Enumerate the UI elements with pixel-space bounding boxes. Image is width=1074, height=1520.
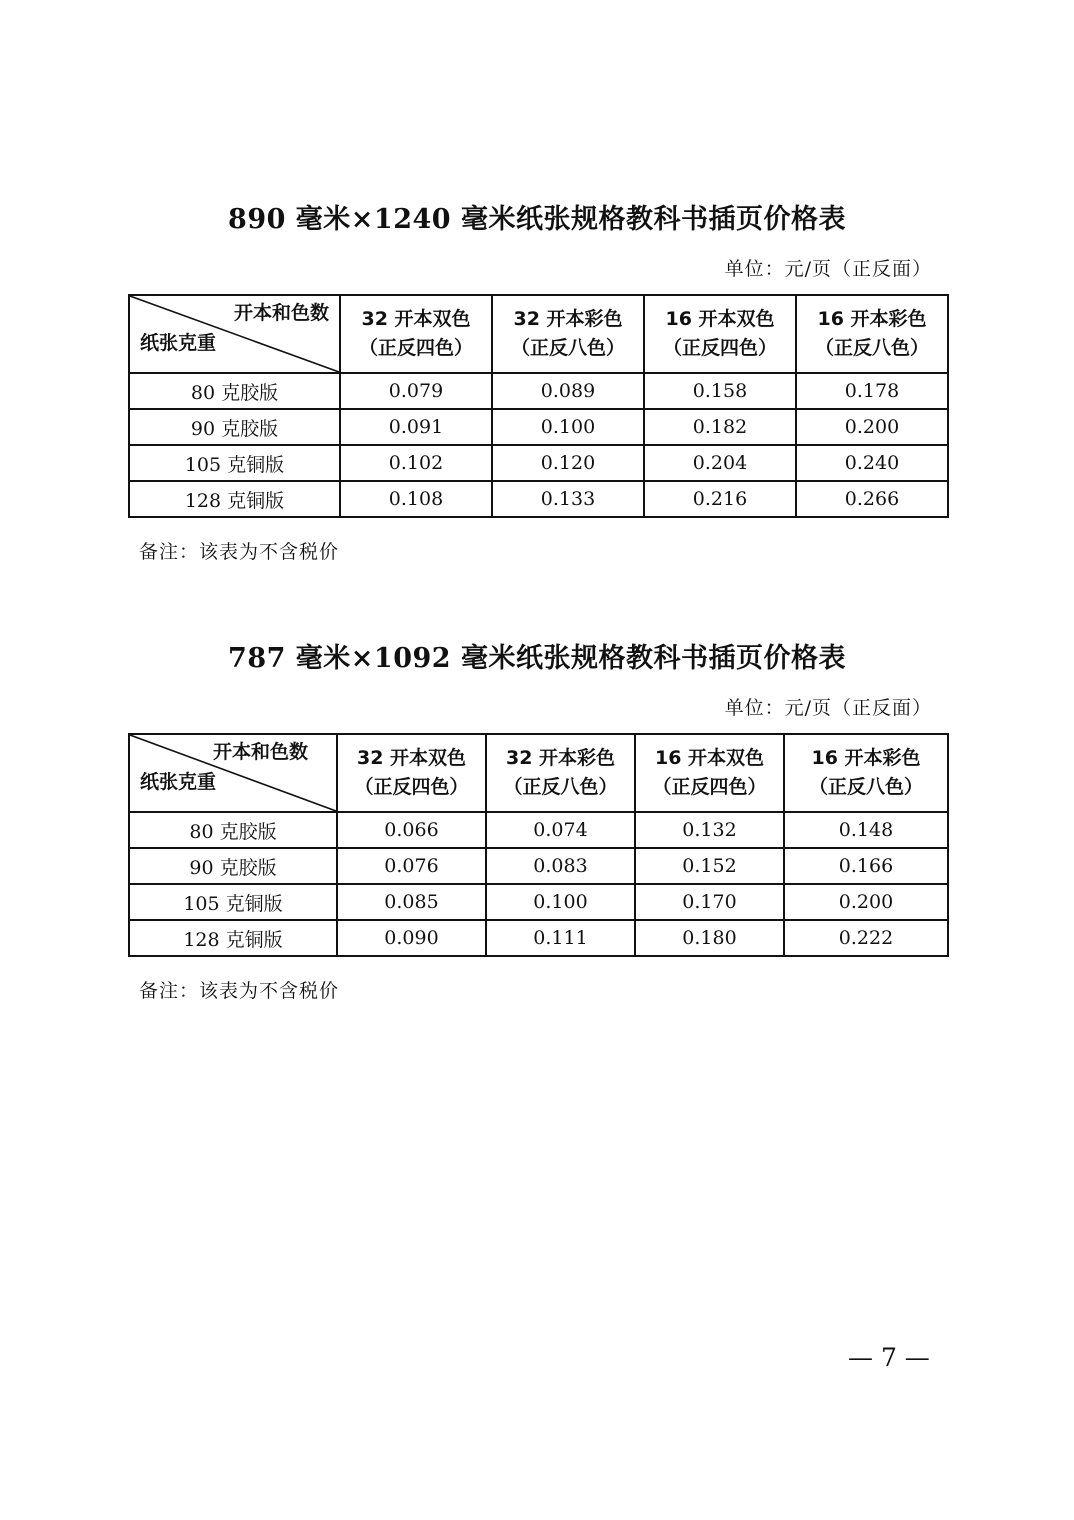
column-header-colors: （正反四色） — [652, 776, 767, 798]
table-title: 787 毫米×1092 毫米纸张规格教科书插页价格表 — [228, 643, 846, 674]
price-cell: 0.182 — [644, 409, 796, 445]
price-cell: 0.170 — [635, 884, 784, 920]
row-label: 90 克胶版 — [129, 409, 340, 445]
price-cell: 0.089 — [492, 373, 644, 409]
price-cell: 0.200 — [796, 409, 948, 445]
column-header — [644, 295, 796, 373]
column-header-colors: （正反四色） — [662, 337, 777, 359]
price-cell: 0.266 — [796, 481, 948, 517]
price-cell: 0.158 — [644, 373, 796, 409]
price-cell: 0.079 — [340, 373, 492, 409]
column-header — [492, 295, 644, 373]
column-header — [340, 295, 492, 373]
price-cell: 0.074 — [486, 812, 635, 848]
price-cell: 0.100 — [492, 409, 644, 445]
row-label: 90 克胶版 — [129, 848, 337, 884]
table-title: 890 毫米×1240 毫米纸张规格教科书插页价格表 — [228, 204, 846, 235]
column-header-colors: （正反八色） — [808, 776, 923, 798]
column-header-colors: （正反四色） — [354, 776, 469, 798]
price-cell: 0.102 — [340, 445, 492, 481]
column-header — [796, 295, 948, 373]
price-cell: 0.222 — [784, 920, 948, 956]
price-cell: 0.133 — [492, 481, 644, 517]
row-label: 128 克铜版 — [129, 920, 337, 956]
corner-label-format: 开本和色数 — [233, 302, 329, 324]
column-header-format: 32 开本双色 — [356, 747, 467, 769]
table-row — [129, 445, 948, 481]
price-cell: 0.083 — [486, 848, 635, 884]
column-header-format: 16 开本双色 — [654, 747, 765, 769]
column-header-format: 16 开本彩色 — [811, 747, 921, 769]
remark-note: 备注：该表为不含税价 — [139, 541, 340, 563]
column-header-colors: （正反八色） — [510, 337, 625, 359]
price-cell: 0.204 — [644, 445, 796, 481]
row-label: 80 克胶版 — [129, 812, 337, 848]
price-cell: 0.148 — [784, 812, 948, 848]
price-cell: 0.091 — [340, 409, 492, 445]
price-cell: 0.100 — [486, 884, 635, 920]
table-header-row — [129, 734, 948, 812]
row-label: 128 克铜版 — [129, 481, 340, 517]
price-table — [128, 733, 949, 957]
table-row — [129, 812, 948, 848]
column-header-colors: （正反八色） — [503, 776, 618, 798]
price-cell: 0.132 — [635, 812, 784, 848]
table-row — [129, 920, 948, 956]
corner-label-paper-weight: 纸张克重 — [140, 332, 217, 354]
table-row — [129, 373, 948, 409]
price-cell: 0.178 — [796, 373, 948, 409]
row-label: 105 克铜版 — [129, 884, 337, 920]
price-cell: 0.200 — [784, 884, 948, 920]
price-cell: 0.152 — [635, 848, 784, 884]
price-cell: 0.240 — [796, 445, 948, 481]
column-header — [784, 734, 948, 812]
column-header-format: 16 开本双色 — [665, 308, 775, 330]
price-cell: 0.085 — [337, 884, 486, 920]
row-label: 105 克铜版 — [129, 445, 340, 481]
price-cell: 0.216 — [644, 481, 796, 517]
column-header-format: 32 开本彩色 — [513, 308, 623, 330]
price-cell: 0.120 — [492, 445, 644, 481]
price-cell: 0.076 — [337, 848, 486, 884]
table-row — [129, 481, 948, 517]
price-cell: 0.166 — [784, 848, 948, 884]
price-cell: 0.090 — [337, 920, 486, 956]
row-label: 80 克胶版 — [129, 373, 340, 409]
remark-note: 备注：该表为不含税价 — [139, 980, 340, 1002]
column-header — [486, 734, 635, 812]
table-row — [129, 884, 948, 920]
corner-header-cell — [129, 734, 337, 812]
unit-note: 单位：元/页（正反面） — [724, 697, 932, 719]
column-header-colors: （正反四色） — [358, 337, 473, 359]
price-cell: 0.066 — [337, 812, 486, 848]
corner-header-cell — [129, 295, 340, 373]
price-cell: 0.108 — [340, 481, 492, 517]
corner-label-format: 开本和色数 — [212, 741, 308, 763]
column-header-format: 16 开本彩色 — [817, 308, 927, 330]
column-header — [635, 734, 784, 812]
price-cell: 0.111 — [486, 920, 635, 956]
column-header — [337, 734, 486, 812]
unit-note: 单位：元/页（正反面） — [724, 258, 932, 280]
table-row — [129, 409, 948, 445]
corner-label-paper-weight: 纸张克重 — [140, 771, 217, 793]
table-row — [129, 848, 948, 884]
column-header-format: 32 开本双色 — [361, 308, 471, 330]
price-table — [128, 294, 949, 518]
page-number: — 7 — — [848, 1343, 930, 1372]
column-header-format: 32 开本彩色 — [505, 747, 616, 769]
price-cell: 0.180 — [635, 920, 784, 956]
table-header-row — [129, 295, 948, 373]
column-header-colors: （正反八色） — [814, 337, 929, 359]
